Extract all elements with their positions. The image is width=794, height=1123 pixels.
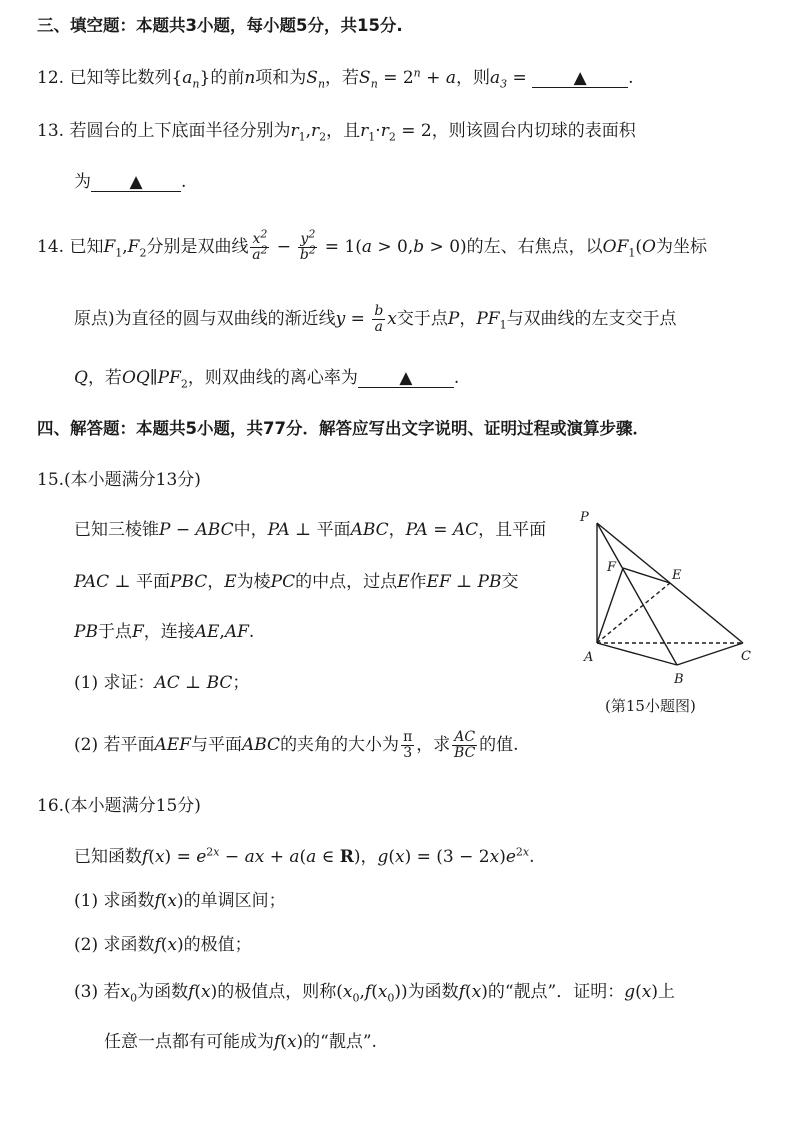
pyramid-figure bbox=[575, 505, 765, 695]
question-15-part-1: (1) 求证：AC ⊥ BC； bbox=[74, 673, 250, 693]
fraction-b-a: $\frac{b}{a}$ bbox=[374, 303, 384, 335]
question-number: 12. bbox=[37, 68, 65, 88]
question-12: 12. 已知等比数列$\{a_n\}$的前n项和为$S_n$，若$S_n = 2^n + a$，则$a_3$ = ▲ . bbox=[37, 66, 634, 91]
question-15-header: 15.(本小题满分13分) bbox=[37, 470, 201, 490]
vertex-label-f: F bbox=[607, 560, 617, 575]
question-14-cont-2: Q，若$OQ\parallel PF_2$，则双曲线的离心率为 ▲ . bbox=[74, 368, 460, 391]
question-number: 13. bbox=[37, 121, 65, 141]
triangle-marker-icon: ▲ bbox=[573, 68, 587, 88]
question-number: 14. bbox=[37, 237, 65, 257]
question-13-cont: 为 ▲ . bbox=[74, 172, 187, 192]
question-15-line-2: PAC ⊥ 平面PBC，E为棱PC的中点，过点E作EF ⊥ PB交 bbox=[74, 572, 519, 592]
edge-pb bbox=[597, 523, 677, 665]
question-number: 16. bbox=[37, 796, 65, 816]
edge-ab bbox=[597, 643, 677, 665]
fraction-pi-3: $\frac{\pi}{3}$ bbox=[403, 729, 413, 761]
vertex-label-p: P bbox=[580, 510, 589, 525]
answer-blank[interactable] bbox=[532, 69, 628, 88]
question-16-line-1: 已知函数$f(x) = e^{2x}$ − ax + a(a ∈ R)，$g(x) = (3 - 2x)e^{2x}$. bbox=[74, 845, 535, 867]
answer-blank[interactable] bbox=[358, 369, 454, 388]
vertex-label-b: B bbox=[674, 672, 684, 687]
question-15-line-1: 已知三棱锥P − ABC中，PA ⊥ 平面ABC，PA = AC，且平面 bbox=[74, 520, 547, 540]
question-16-part-3-cont: 任意一点都有可能成为f(x)的“靓点”. bbox=[104, 1032, 377, 1052]
fraction-ac-bc: $\frac{AC}{BC}$ bbox=[454, 729, 476, 761]
vertex-label-c: C bbox=[741, 649, 751, 664]
question-15-part-2: (2) 若平面AEF与平面ABC的夹角的大小为 $\frac{\pi}{3}$ ，求 $\frac{AC}{BC}$ 的值. bbox=[74, 729, 519, 761]
fraction-x2-a2: $\frac{x^2}{a^2}$ bbox=[252, 227, 268, 263]
triangle-marker-icon: ▲ bbox=[399, 368, 413, 388]
section-4-heading: 四、解答题：本题共5小题，共77分．解答应写出文字说明、证明过程或演算步骤． bbox=[37, 419, 649, 438]
fraction-y2-b2: $\frac{y^2}{b^2}$ bbox=[299, 227, 316, 263]
vertex-label-e: E bbox=[672, 568, 682, 583]
question-13: 13. 若圆台的上下底面半径分别为$r_1,r_2$，且$r_1\cdot r_2 = 2$，则该圆台内切球的表面积 bbox=[37, 121, 636, 144]
answer-blank[interactable] bbox=[91, 173, 181, 192]
section-3-heading: 三、填空题：本题共3小题，每小题5分，共15分. bbox=[37, 16, 403, 35]
question-14-cont-1: 原点)为直径的圆与双曲线的渐近线y = $\frac{b}{a}$ x交于点P，$PF_1$与双曲线的左支交于点 bbox=[74, 303, 677, 335]
edge-bc bbox=[677, 643, 743, 665]
vertex-label-a: A bbox=[584, 650, 594, 665]
question-15-line-3: PB于点F，连接AE,AF. bbox=[74, 622, 255, 642]
question-16-part-2: (2) 求函数f(x)的极值； bbox=[74, 935, 252, 955]
question-14: 14. 已知$F_1,F_2$分别是双曲线 $\frac{x^2}{a^2}$ − $\frac{y^2}{b^2}$ = 1(a > 0,b > 0)的左、右焦点，以$OF_1(O$为坐标 bbox=[37, 227, 707, 263]
question-16-part-3: (3) 若$x_0$为函数f(x)的极值点，则称$(x_0,f(x_0))$为函数f(x)的“靓点”．证明：g(x)上 bbox=[74, 982, 676, 1005]
figure-caption: (第15小题图) bbox=[605, 697, 696, 715]
question-16-header: 16.(本小题满分15分) bbox=[37, 796, 201, 816]
triangle-marker-icon: ▲ bbox=[129, 172, 143, 192]
question-16-part-1: (1) 求函数f(x)的单调区间； bbox=[74, 891, 286, 911]
question-number: 15. bbox=[37, 470, 65, 490]
